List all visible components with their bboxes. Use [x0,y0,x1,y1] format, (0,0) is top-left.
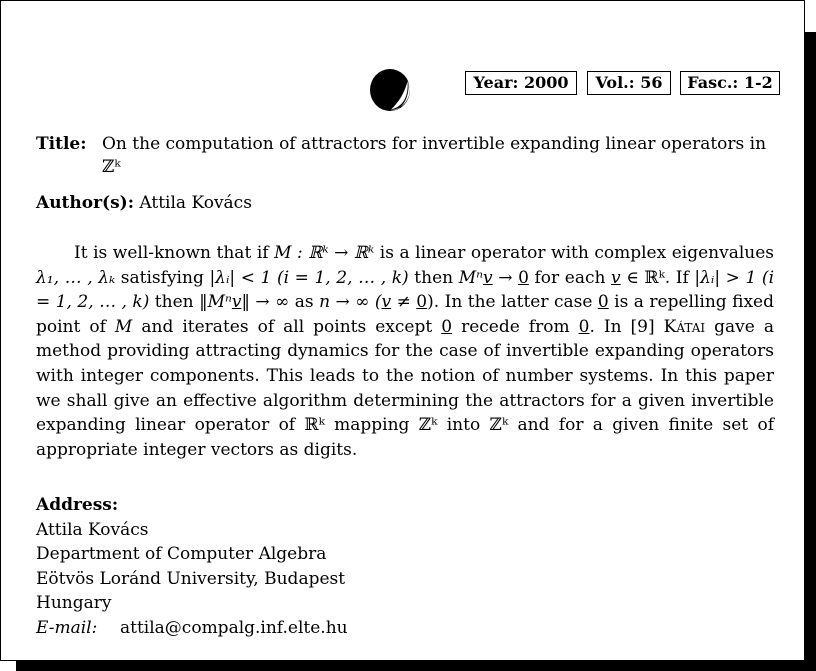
math-expression: ℤᵏ [489,415,509,436]
address-block [36,493,348,640]
math-expression: ∈ ℝᵏ [620,267,665,288]
vector-v: v [231,292,242,313]
math-expression: n → ∞ ( [319,292,382,313]
zero-vector: 0 [597,292,609,313]
math-expression: λ₁, … , λₖ [36,267,116,288]
abstract-text: is a repelling fixed point of [36,292,774,337]
journal-logo-icon [369,68,411,112]
fascicle-box [680,71,780,95]
math-expression: |λᵢ| > 1 (i = 1, 2, … , k) [36,267,775,313]
author-name: Attila Kovács [139,193,252,213]
math-expression: M : ℝᵏ → ℝᵏ [274,243,375,263]
title-label: Title: [36,134,87,154]
address-line-country: Hungary [36,593,112,613]
math-expression: ‖ → ∞ [241,292,290,313]
title-text: On the computation of attractors for invertible expanding linear operators in ℤᵏ [102,134,767,177]
fascicle-value: 1-2 [743,73,773,92]
abstract-text: It is well-known that if [74,243,275,263]
volume-value: 56 [640,73,663,92]
abstract-paragraph [36,241,774,462]
zero-vector: 0 [416,292,428,313]
math-expression: M [114,316,133,337]
math-expression: ℝᵏ [304,415,325,436]
email-line [36,616,348,641]
vector-v: v [381,292,392,313]
math-expression: Mⁿ [458,267,483,288]
abstract-text: then [408,267,459,288]
email-label: E-mail: [36,617,98,638]
math-expression: |λᵢ| < 1 (i = 1, 2, … , k) [209,267,409,288]
address-line-name: Attila Kovács [36,519,149,540]
abstract-text: into [437,415,490,436]
abstract-text: satisfying [115,267,210,288]
author-label: Author(s): [36,193,134,213]
fascicle-label: Fasc.: [687,73,739,92]
title-block [36,133,776,179]
abstract-text: gave a method providing attracting dynamics for the case of invertible expanding operators with integer components. This leads to the notion of number systems. In this paper we shall give an effective algorithm determining the attractors for a given invertible expanding linear operator of [36,316,774,436]
volume-box [587,71,671,95]
abstract-text: . In the latter case [433,292,598,313]
abstract-text: and iterates of all points except [132,316,442,337]
year-box [465,71,577,95]
abstract-text: . If [664,267,695,288]
volume-label: Vol.: [595,73,635,92]
address-line-department: Department of Computer Algebra [36,544,327,564]
vector-v: v [611,267,621,288]
year-label: Year: [473,73,519,92]
abstract-text: mapping [324,415,419,436]
math-expression: ‖Mⁿ [199,292,232,313]
abstract-text: as [289,292,320,313]
address-line-university: Eötvös Loránd University, Budapest [36,568,346,589]
math-expression: ≠ [391,292,417,313]
abstract-text: for each [528,267,612,288]
address-label: Address: [36,495,119,515]
vector-v: v [483,267,493,288]
abstract-text: . In [9] [589,316,664,337]
zero-vector: 0 [578,316,590,337]
zero-vector: 0 [518,267,529,288]
math-expression: ) [427,292,434,313]
abstract-text: is a linear operator with complex eigenvalues [374,243,774,263]
zero-vector: 0 [441,316,453,337]
math-expression: ℤᵏ [418,415,438,436]
abstract-text: and for a given finite set of appropriate integer vectors as digits. [36,415,774,460]
email-link[interactable]: attila@compalg.inf.elte.hu [120,617,348,638]
author-citation: Kátai [663,316,706,337]
author-block [36,192,252,215]
abstract-text: recede from [452,316,579,337]
abstract-text: then [149,292,200,313]
year-value: 2000 [523,73,569,92]
math-expression: → [492,267,519,288]
